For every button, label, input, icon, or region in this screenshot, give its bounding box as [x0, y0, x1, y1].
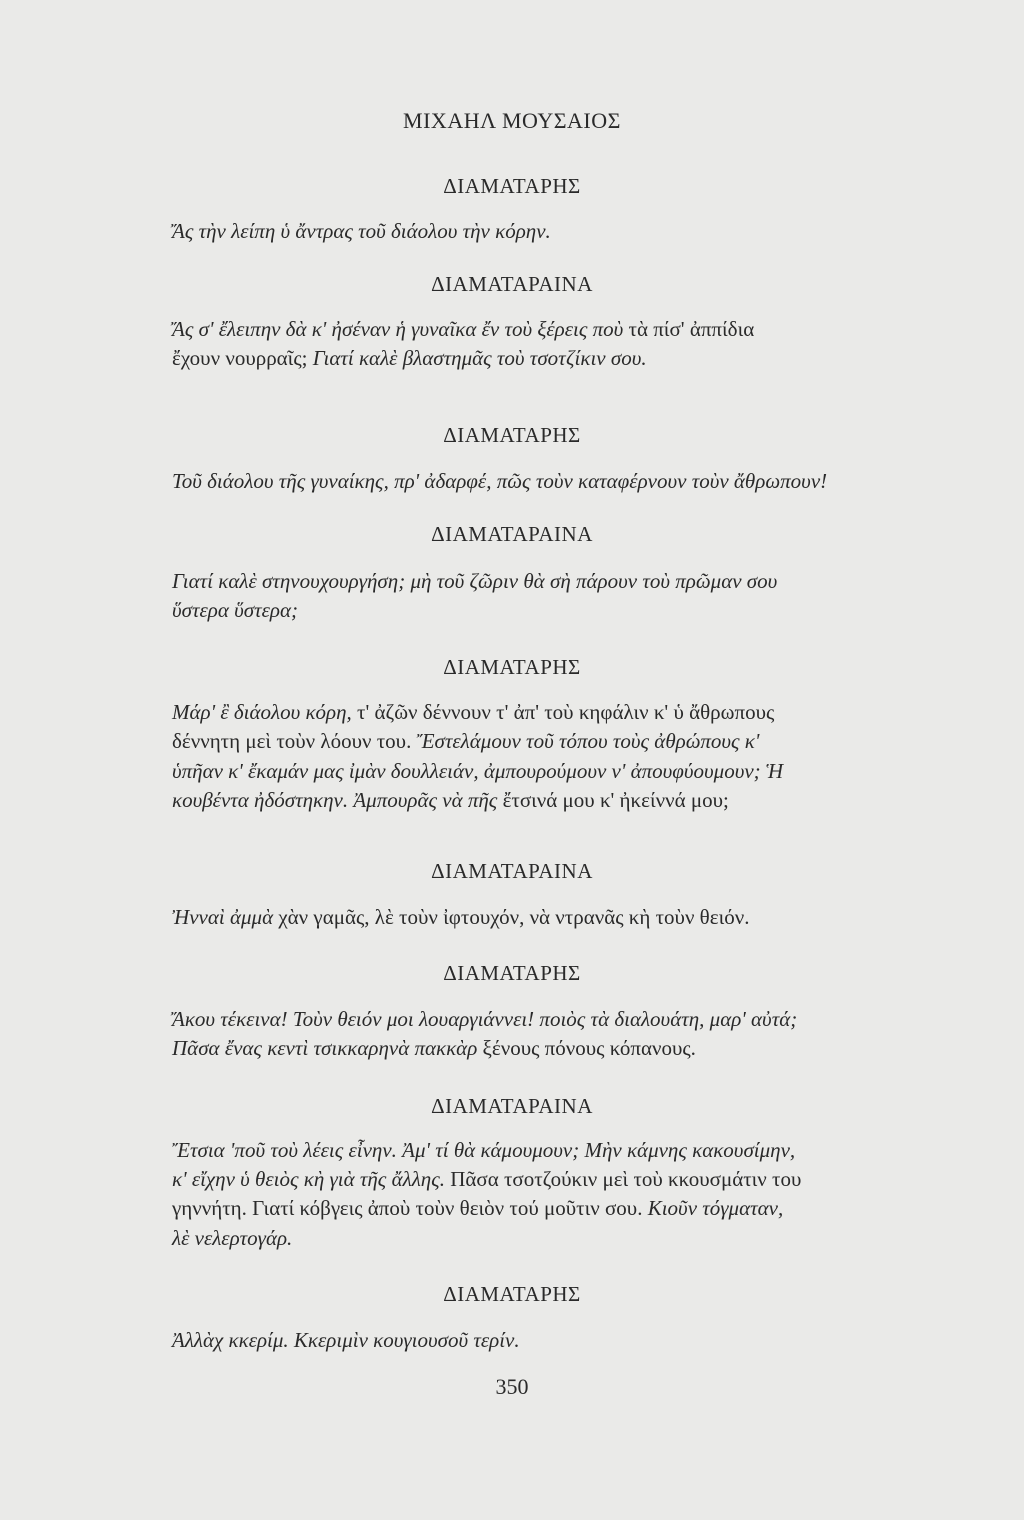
- dialogue-text: ὑπῆαν κ' ἔκαμάν μας ἰμὰν δουλλειάν, ἀμπουρούμουν ν' ἀπουφύουμουν; Ἡ: [172, 759, 784, 783]
- dialogue-line: [172, 344, 942, 372]
- speaker-name: ΔΙΑΜΑΤΑΡΑΙΝΑ: [431, 522, 593, 546]
- dialogue-line: [172, 757, 942, 785]
- speaker-name: ΔΙΑΜΑΤΑΡΗΣ: [443, 655, 581, 679]
- dialogue-line: [172, 1326, 942, 1354]
- speaker-name: ΔΙΑΜΑΤΑΡΗΣ: [443, 1282, 581, 1306]
- dialogue-line: [172, 727, 942, 755]
- dialogue-text: κ' εἴχην ὑ θειὸς κὴ γιὰ τῆς ἄλλης.: [172, 1167, 445, 1191]
- dialogue-text: Ἄκου τέκεινα! Τοὺν θειόν μοι λουαργιάννει! ποιὸς τὰ διαλουάτη, μαρ' αὐτά;: [172, 1007, 798, 1031]
- dialogue-line: [172, 217, 942, 245]
- dialogue-line: [172, 1165, 942, 1193]
- dialogue-text: κουβέντα ἠδόστηκην. Ἀμπουρᾶς νὰ πῆς: [172, 788, 498, 812]
- author-header: ΜΙΧΑΗΛ ΜΟΥΣΑΙΟΣ: [403, 108, 621, 133]
- dialogue-line: [172, 596, 942, 624]
- speaker-name: ΔΙΑΜΑΤΑΡΑΙΝΑ: [431, 272, 593, 296]
- dialogue-text: λὲ νελερτογάρ.: [172, 1226, 293, 1250]
- dialogue-line: [172, 315, 942, 343]
- speaker-name: ΔΙΑΜΑΤΑΡΗΣ: [443, 174, 581, 198]
- dialogue-text: Πᾶσα τσοτζούκιν μεὶ τοὺ κκουσμάτιν του: [450, 1167, 802, 1191]
- page-number: 350: [495, 1374, 529, 1399]
- dialogue-line: [172, 1005, 942, 1033]
- dialogue-text: Ἔστελάμουν τοῦ τόπου τοὺς ἀθρώπους κ': [416, 729, 760, 753]
- dialogue-text: ἔχουν νουρραῖς;: [172, 346, 308, 370]
- speaker-name: ΔΙΑΜΑΤΑΡΑΙΝΑ: [431, 1094, 593, 1118]
- dialogue-text: Ἄς σ' ἔλειπην δὰ κ' ἠσέναν ἡ γυναῖκα ἔν τοὺ ξέρεις ποὺ: [172, 317, 624, 341]
- dialogue-line: [172, 467, 942, 495]
- dialogue-line: [172, 1136, 942, 1164]
- dialogue-text: τὰ πίσ' ἀππίδια: [628, 317, 755, 341]
- dialogue-text: ἔτσινά μου κ' ἠκείννά μου;: [502, 788, 729, 812]
- dialogue-line: [172, 1034, 942, 1062]
- speaker-name: ΔΙΑΜΑΤΑΡΗΣ: [443, 961, 581, 985]
- dialogue-line: [172, 1194, 942, 1222]
- dialogue-line: [172, 786, 942, 814]
- dialogue-text: ξένους πόνους κόπανους.: [482, 1036, 696, 1060]
- dialogue-text: τ' ἀζῶν δέννουν τ' ἀπ' τοὺ κηφάλιν κ' ὑ ἄθρωπους: [357, 700, 775, 724]
- dialogue-text: Γιατί καλὲ βλαστημᾶς τοὺ τσοτζίκιν σου.: [312, 346, 647, 370]
- dialogue-text: ὕστερα ὕστερα;: [172, 598, 299, 622]
- dialogue-text: δέννητη μεὶ τοὺν λόουν του.: [172, 729, 412, 753]
- dialogue-text: χὰν γαμᾶς, λὲ τοὺν ἰφτουχόν, νὰ ντρανᾶς κὴ τοὺν θειόν.: [278, 905, 750, 929]
- dialogue-line: [172, 567, 942, 595]
- dialogue-text: Ἔτσια 'ποῦ τοὺ λέεις εἶνην. Ἀμ' τί θὰ κάμουμουν; Μὴν κάμνης κακουσίμην,: [172, 1138, 796, 1162]
- speaker-name: ΔΙΑΜΑΤΑΡΑΙΝΑ: [431, 859, 593, 883]
- dialogue-text: γηννήτη. Γιατί κόβγεις ἀποὺ τοὺν θειὸν τού μοῦτιν σου.: [172, 1196, 643, 1220]
- dialogue-text: Ἄς τὴν λείπη ὑ ἄντρας τοῦ διάολου τὴν κόρην.: [172, 219, 551, 243]
- dialogue-text: Γιατί καλὲ στηνουχουργήση; μὴ τοῦ ζῶριν θὰ σὴ πάρουν τοὺ πρῶμαν σου: [172, 569, 778, 593]
- dialogue-line: [172, 698, 942, 726]
- dialogue-text: Ἀλλὰχ κκερίμ. Κκεριμὶν κουγιουσοῦ τερίν.: [172, 1328, 520, 1352]
- dialogue-line: [172, 903, 942, 931]
- dialogue-line: [172, 1224, 942, 1252]
- dialogue-text: Κιοῦν τόγματαν,: [647, 1196, 784, 1220]
- dialogue-text: Μάρ' ἒ διάολου κόρη,: [172, 700, 352, 724]
- dialogue-text: Τοῦ διάολου τῆς γυναίκης, πρ' ἀδαρφέ, πῶς τοὺν καταφέρνουν τοὺν ἄθρωπουν!: [172, 469, 828, 493]
- dialogue-text: Πᾶσα ἔνας κεντὶ τσικκαρηνὰ πακκὰρ: [172, 1036, 478, 1060]
- dialogue-text: Ἠνναὶ ἀμμὰ: [172, 905, 274, 929]
- speaker-name: ΔΙΑΜΑΤΑΡΗΣ: [443, 423, 581, 447]
